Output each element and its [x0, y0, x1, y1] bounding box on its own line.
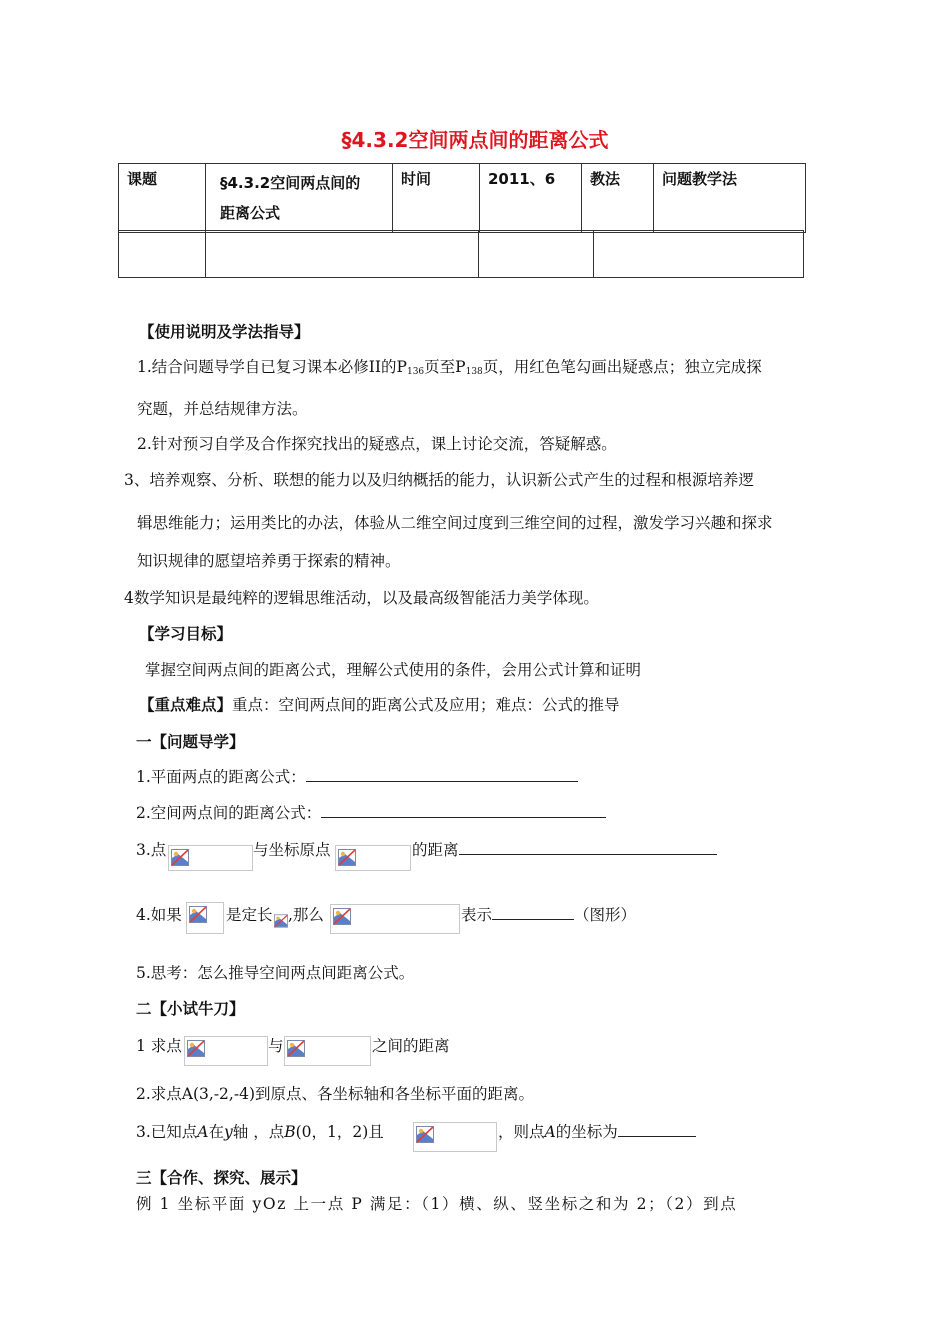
- table-cell: 2011、6: [480, 164, 582, 233]
- usage-item-3: 3、培养观察、分析、联想的能力以及归纳概括的能力，认识新公式产生的过程和根源培养逻: [124, 471, 754, 489]
- part3-heading: 三【合作、探究、展示】: [136, 1169, 307, 1187]
- part2-heading: 二【小试牛刀】: [136, 1000, 245, 1018]
- part1-heading: 一【问题导学】: [136, 733, 245, 751]
- usage-item-2: 2.针对预习自学及合作探究找出的疑惑点，课上讨论交流，答疑解惑。: [137, 435, 617, 453]
- answer-blank[interactable]: [459, 840, 717, 855]
- goal-text: 掌握空间两点间的距离公式，理解公式使用的条件，会用公式计算和证明: [145, 661, 642, 679]
- answer-blank[interactable]: [306, 767, 578, 782]
- usage-item-3-cont2: 知识规律的愿望培养勇于探索的精神。: [137, 552, 401, 570]
- p1-question-4b: 是定长: [226, 906, 273, 924]
- table-cell: 问题教学法: [654, 164, 806, 233]
- p1-question-1: 1.平面两点的距离公式：: [136, 765, 578, 787]
- table-cell: 课题: [119, 164, 206, 233]
- table-cell: [479, 231, 594, 278]
- info-table-row2: [118, 230, 804, 278]
- p1-question-3a: 3.点: [136, 841, 167, 859]
- formula-image: [330, 904, 460, 934]
- p2-question-1c: 之间的距离: [372, 1037, 450, 1055]
- p2-question-1b: 与: [268, 1037, 284, 1055]
- p1-question-4d: 表示 （图形）: [461, 906, 637, 924]
- broken-image-icon: [189, 906, 207, 923]
- table-cell: [594, 231, 804, 278]
- example-1: 例 1 坐标平面 yOz 上一点 P 满足：（1）横、纵、竖坐标之和为 2；（2）到点: [136, 1195, 738, 1213]
- answer-blank[interactable]: [618, 1122, 696, 1137]
- p1-question-3c: 的距离: [412, 838, 717, 860]
- page-title: §4.3.2空间两点间的距离公式: [341, 128, 609, 152]
- formula-image: [168, 845, 253, 871]
- table-cell: §4.3.2空间两点间的 距离公式: [206, 164, 393, 233]
- usage-item-1-cont: 究题，并总结规律方法。: [137, 400, 308, 418]
- key-points: 【重点难点】重点：空间两点间的距离公式及应用；难点：公式的推导: [139, 696, 620, 714]
- answer-blank[interactable]: [492, 905, 574, 920]
- p1-question-2: 2.空间两点间的距离公式：: [136, 801, 606, 823]
- usage-item-4: 4数学知识是最纯粹的逻辑思维活动，以及最高级智能活力美学体现。: [124, 589, 599, 607]
- p1-question-4a: 4.如果: [136, 906, 182, 924]
- p2-question-2: 2.求点A(3,-2,-4)到原点、各坐标轴和各坐标平面的距离。: [136, 1085, 534, 1103]
- usage-item-3-cont: 辑思维能力；运用类比的办法，体验从二维空间过度到三维空间的过程，激发学习兴趣和探求: [137, 514, 773, 532]
- formula-image: [284, 1036, 371, 1066]
- p1-question-5: 5.思考：怎么推导空间两点间距离公式。: [136, 964, 415, 982]
- formula-image: [186, 902, 224, 934]
- broken-image-icon: [171, 849, 189, 866]
- formula-image: [184, 1036, 268, 1066]
- broken-image-icon: [287, 1040, 305, 1057]
- p2-question-3b: ，则点A的坐标为: [498, 1120, 696, 1142]
- goal-heading: 【学习目标】: [139, 625, 233, 643]
- broken-image-icon: [416, 1126, 434, 1143]
- table-cell: 时间: [393, 164, 480, 233]
- broken-image-icon: [333, 908, 351, 925]
- usage-item-1: 1.结合问题导学自已复习课本必修II的$P_{136}$页至$P_{138}$页，用红色笔勾画出疑惑点；独立完成探: [137, 358, 762, 377]
- answer-blank[interactable]: [321, 803, 606, 818]
- p1-question-3b: 与坐标原点: [253, 841, 331, 859]
- broken-image-icon: [187, 1040, 205, 1057]
- formula-image: [335, 845, 411, 871]
- table-cell: [206, 231, 479, 278]
- broken-image-icon: [338, 849, 356, 866]
- usage-heading: 【使用说明及学法指导】: [139, 323, 310, 341]
- formula-image: [413, 1122, 497, 1152]
- broken-image-icon: [274, 914, 288, 928]
- table-cell: [119, 231, 206, 278]
- table-cell: 教法: [582, 164, 654, 233]
- info-table: [118, 163, 806, 233]
- p2-question-3a: 3.已知点A在y轴 ，点B(0，1，2)且: [136, 1123, 384, 1141]
- p1-question-4c: ,那么: [288, 906, 324, 924]
- p2-question-1a: 1 求点: [136, 1037, 182, 1055]
